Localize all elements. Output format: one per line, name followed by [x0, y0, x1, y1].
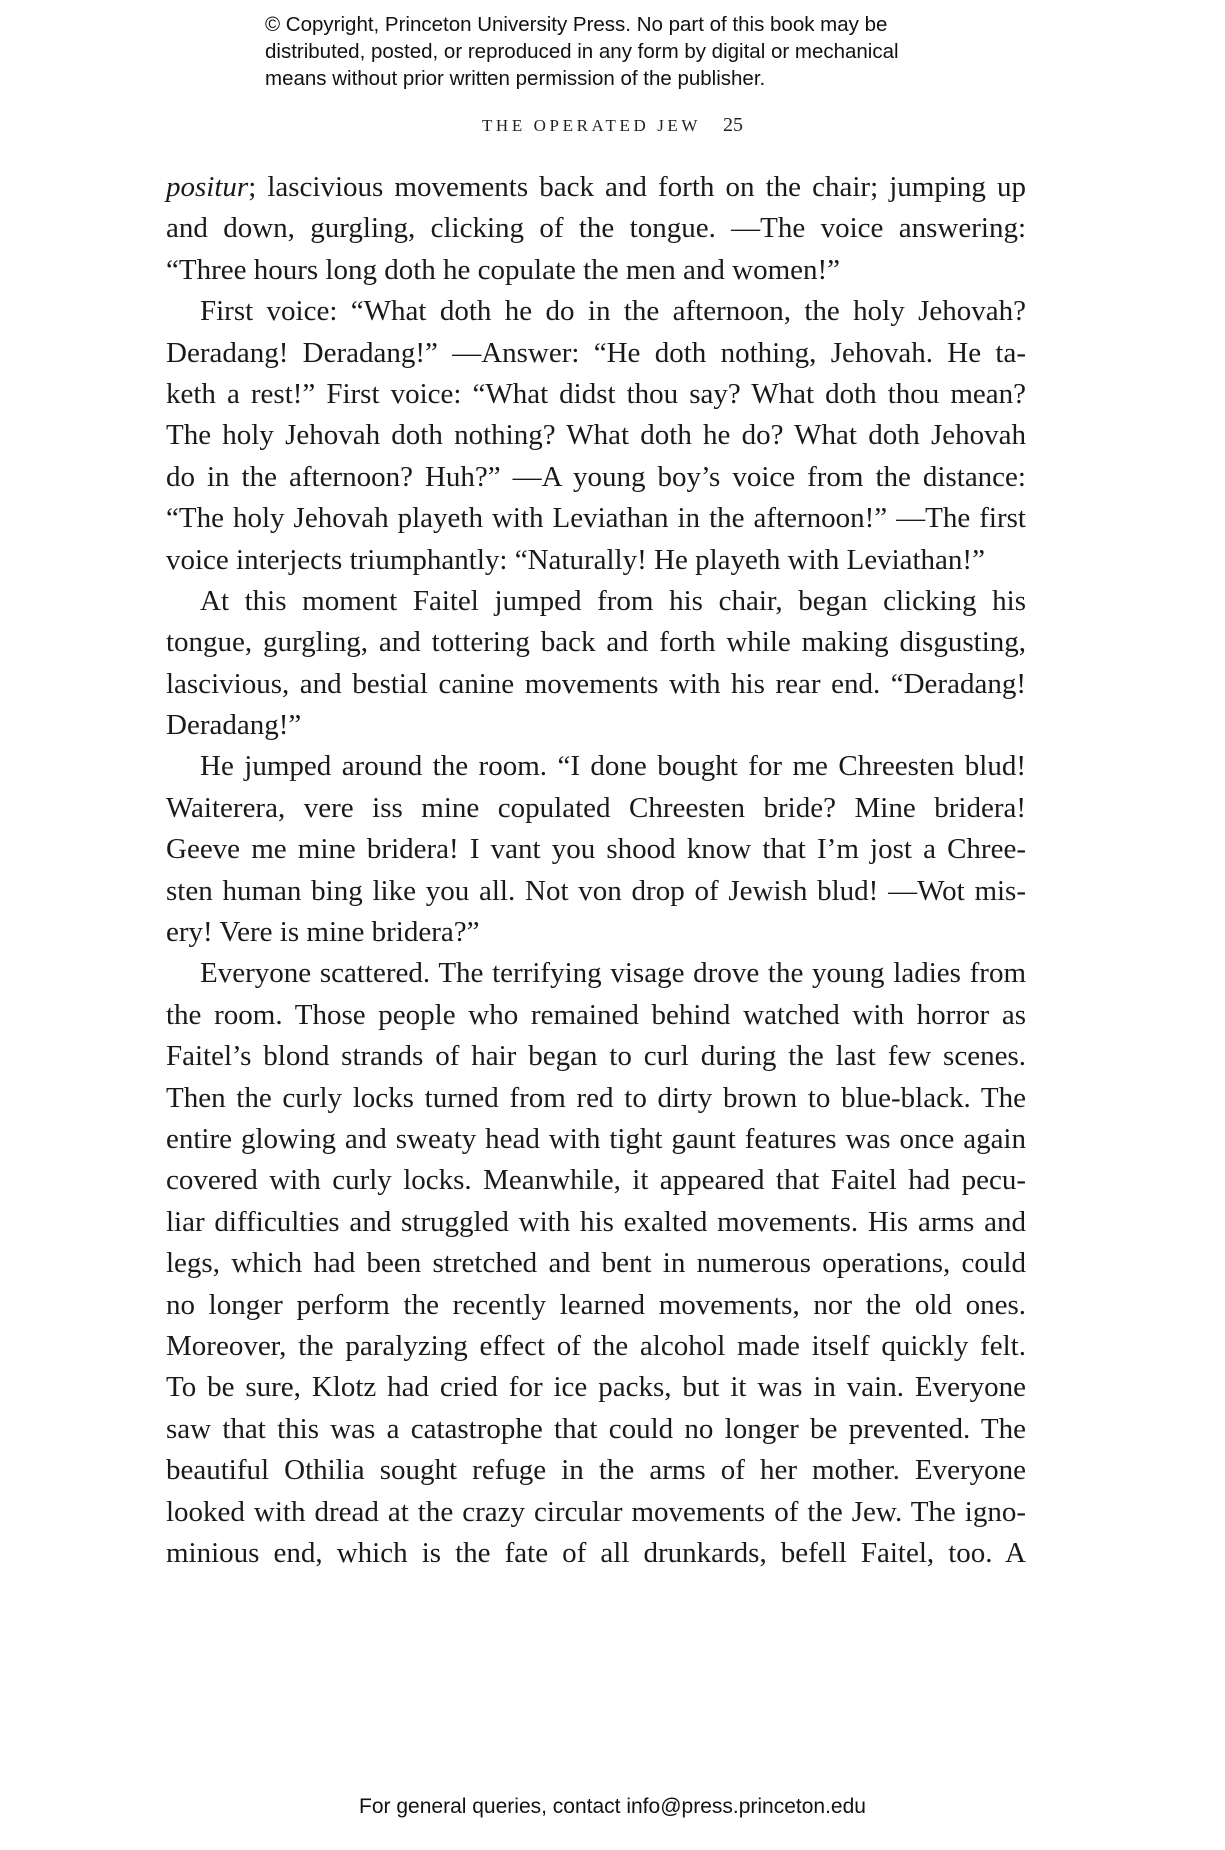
text-line: keth a rest!” First voice: “What didst thou say? What doth thou mean?: [166, 377, 1026, 410]
text-line: no longer perform the recently learned movements, nor the old ones.: [166, 1288, 1026, 1321]
text-line: minious end, which is the fate of all drunkards, befell Faitel, too. A: [166, 1536, 1026, 1569]
text-line: At this moment Faitel jumped from his chair, began clicking his: [200, 584, 1026, 617]
copyright-notice: [265, 11, 1025, 92]
footer-contact: For general queries, contact info@press.princeton.edu: [359, 1795, 866, 1818]
text-line: Deradang! Deradang!” —Answer: “He doth nothing, Jehovah. He ta-: [166, 336, 1026, 369]
copyright-line: distributed, posted, or reproduced in any form by digital or mechanical: [265, 40, 899, 63]
text-line: Faitel’s blond strands of hair began to curl during the last few scenes.: [166, 1040, 1026, 1073]
text-line: Everyone scattered. The terrifying visage drove the young ladies from: [200, 957, 1026, 990]
text-line: voice interjects triumphantly: “Naturally! He playeth with Leviathan!”: [166, 543, 985, 576]
text-line: First voice: “What doth he do in the afternoon, the holy Jehovah?: [200, 295, 1026, 328]
copyright-line: means without prior written permission of the publisher.: [265, 67, 766, 90]
text-line: To be sure, Klotz had cried for ice packs, but it was in vain. Everyone: [166, 1371, 1026, 1404]
text-line: “The holy Jehovah playeth with Leviathan in the afternoon!” —The first: [166, 502, 1026, 535]
text-line: Geeve me mine bridera! I vant you shood know that I’m jost a Chree-: [166, 833, 1026, 866]
text-line: lascivious, and bestial canine movements with his rear end. “Deradang!: [166, 667, 1026, 700]
text-line: and down, gurgling, clicking of the tongue. —The voice answering:: [166, 212, 1026, 245]
text-line: Then the curly locks turned from red to dirty brown to blue-black. The: [166, 1081, 1026, 1114]
text-line: looked with dread at the crazy circular movements of the Jew. The igno-: [166, 1495, 1026, 1528]
text-line: sten human bing like you all. Not von drop of Jewish blud! —Wot mis-: [166, 874, 1026, 907]
text-line: liar difficulties and struggled with his exalted movements. His arms and: [166, 1205, 1026, 1238]
italic-word: positur: [166, 171, 249, 203]
text-line: Waiterera, vere iss mine copulated Chreesten bride? Mine bridera!: [166, 791, 1026, 824]
text-line: tongue, gurgling, and tottering back and forth while making disgusting,: [166, 626, 1026, 659]
text-line: entire glowing and sweaty head with tight gaunt features was once again: [166, 1122, 1026, 1155]
text-line: covered with curly locks. Meanwhile, it appeared that Faitel had pecu-: [166, 1164, 1026, 1197]
text-line: beautiful Othilia sought refuge in the arms of her mother. Everyone: [166, 1454, 1026, 1487]
text-line: positur; lascivious movements back and forth on the chair; jumping up: [166, 171, 1026, 203]
page-number: 25: [723, 114, 744, 136]
text-line: “Three hours long doth he copulate the men and women!”: [166, 253, 841, 286]
text-line: Moreover, the paralyzing effect of the alcohol made itself quickly felt.: [166, 1329, 1026, 1362]
running-head: [0, 114, 1225, 137]
body-text: [166, 167, 1026, 1574]
text-line: The holy Jehovah doth nothing? What doth he do? What doth Jehovah: [166, 419, 1026, 452]
text-line: legs, which had been stretched and bent in numerous operations, could: [166, 1247, 1026, 1280]
text-line: ery! Vere is mine bridera?”: [166, 916, 480, 949]
text-line: He jumped around the room. “I done bought for me Chreesten blud!: [200, 750, 1026, 783]
running-head-title: THE OPERATED JEW: [481, 116, 702, 135]
text-line: Deradang!”: [166, 709, 302, 742]
copyright-line: © Copyright, Princeton University Press. No part of this book may be: [265, 13, 888, 36]
text-line: saw that this was a catastrophe that could no longer be prevented. The: [166, 1412, 1026, 1445]
text-line: do in the afternoon? Huh?” —A young boy’s voice from the distance:: [166, 460, 1026, 493]
text-line: the room. Those people who remained behind watched with horror as: [166, 998, 1026, 1031]
